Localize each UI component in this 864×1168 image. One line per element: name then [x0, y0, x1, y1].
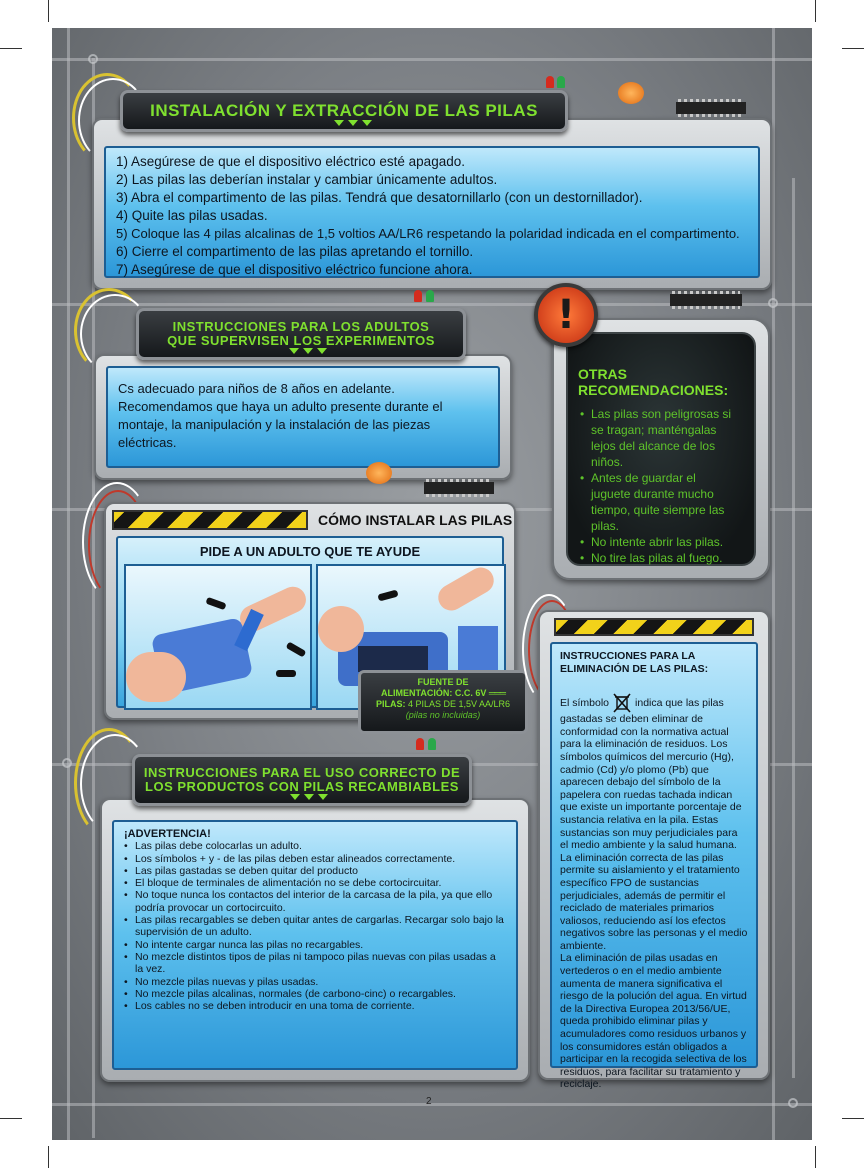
installation-title: INSTALACIÓN Y EXTRACCIÓN DE LAS PILAS — [150, 101, 538, 121]
other-title-line2: RECOMENDACIONES: — [578, 382, 729, 398]
ic-chip — [676, 102, 746, 114]
crop-mark — [815, 1146, 816, 1168]
page-background — [52, 28, 812, 1140]
warning-exclamation-icon: ! — [534, 283, 598, 347]
crop-mark — [815, 0, 816, 22]
installation-step: 2) Las pilas las deberían instalar y cambiar únicamente adultos. — [116, 172, 498, 187]
crop-mark — [0, 1118, 22, 1119]
crop-mark — [842, 48, 864, 49]
power-label — [358, 670, 528, 734]
circuit-pad — [62, 758, 72, 768]
installation-frame — [92, 118, 772, 290]
correct-use-item: • Las pilas gastadas se deben quitar del producto — [124, 865, 506, 877]
correct-use-frame — [100, 798, 530, 1082]
correct-use-item: • Los cables no se deben introducir en una toma de corriente. — [124, 1000, 506, 1012]
page-number: 2 — [426, 1096, 432, 1107]
installation-screen — [104, 146, 760, 278]
install-how-title: CÓMO INSTALAR LAS PILAS — [318, 512, 513, 528]
adults-title-line1: INSTRUCCIONES PARA LOS ADULTOS — [172, 319, 430, 335]
power-line1: FUENTE DE — [417, 677, 469, 687]
circuit-trace — [772, 28, 775, 1140]
other-item: • Las pilas son peligrosas si se tragan; manténgalas lejos del alcance de los niños. — [580, 406, 734, 470]
adults-screen — [106, 366, 500, 468]
crossed-bin-icon — [613, 693, 631, 713]
led-red — [416, 738, 424, 750]
circuit-trace — [52, 58, 812, 61]
circuit-pad — [88, 54, 98, 64]
correct-use-title-plate — [132, 754, 472, 806]
disposal-intro: El símbolo indica que las pilas — [560, 693, 748, 713]
crop-mark — [48, 0, 49, 22]
installation-step: 3) Abra el compartimento de las pilas. Tendrá que desatornillarlo (con un destornillador). — [116, 190, 643, 205]
warning-title: ¡ADVERTENCIA! — [124, 828, 211, 840]
capacitor-orange — [618, 82, 644, 104]
crop-mark — [48, 1146, 49, 1168]
disposal-screen — [550, 642, 758, 1091]
correct-use-item: • Las pilas debe colocarlas un adulto. — [124, 840, 506, 852]
power-line2: ALIMENTACIÓN: C.C. 6V ═══ — [381, 688, 505, 698]
led-green — [428, 738, 436, 750]
other-item: • No tire las pilas al fuego. — [580, 550, 734, 566]
disposal-frame — [538, 610, 770, 1091]
installation-step: 4) Quite las pilas usadas. — [116, 208, 268, 223]
adults-title-line2: QUE SUPERVISEN LOS EXPERIMENTOS — [167, 333, 435, 348]
installation-step: 5) Coloque las 4 pilas alcalinas de 1,5 voltios AA/LR6 respetando la polaridad indicada en el compartimento. — [116, 226, 740, 241]
battery-install-image — [124, 564, 312, 710]
other-item: • No intente abrir las pilas. — [580, 534, 734, 550]
other-item: • Antes de guardar el juguete durante mucho tiempo, quite siempre las pilas. — [580, 470, 734, 534]
correct-use-item: • No toque nunca los contactos del interior de la carcasa de la pila, ya que ello podría provocar un cortocircuito. — [124, 889, 506, 914]
correct-use-item: • No mezcle pilas nuevas y pilas usadas. — [124, 976, 506, 988]
led-green — [557, 76, 565, 88]
other-list — [580, 406, 734, 566]
install-how-subtitle: PIDE A UN ADULTO QUE TE AYUDE — [199, 544, 421, 559]
disposal-title: INSTRUCCIONES PARA LA ELIMINACIÓN DE LAS PILAS: — [560, 650, 709, 675]
installation-step: 7) Asegúrese de que el dispositivo eléctrico funcione ahora. — [116, 262, 473, 277]
circuit-trace — [52, 1103, 812, 1106]
adults-frame — [94, 354, 512, 480]
adults-title-plate — [136, 308, 466, 360]
other-title-line1: OTRAS — [578, 366, 627, 382]
capacitor-orange — [366, 462, 392, 484]
other-screen — [566, 332, 756, 566]
installation-title-plate — [120, 90, 568, 132]
circuit-trace — [792, 178, 795, 1078]
circuit-pad — [768, 298, 778, 308]
power-line3: PILAS: 4 PILAS DE 1,5V AA/LR6 — [375, 699, 511, 709]
led-green — [426, 290, 434, 302]
installation-step: 1) Asegúrese de que el dispositivo eléctrico esté apagado. — [116, 154, 465, 169]
correct-use-item: • Las pilas recargables se deben quitar antes de cargarlas. Recargar solo bajo la supervisión de un adulto. — [124, 914, 506, 939]
correct-use-title-line2: LOS PRODUCTOS CON PILAS RECAMBIABLES — [145, 779, 459, 794]
correct-use-item: • No intente cargar nunca las pilas no recargables. — [124, 939, 506, 951]
correct-use-item: • No mezcle distintos tipos de pilas ni tampoco pilas nuevas con pilas usadas a la vez. — [124, 951, 506, 976]
disposal-paragraph1: gastadas se deben eliminar de conformidad con la normativa actual para la eliminación de residuos. Los símbolos químicos del mercurio (Hg), cadmio (Cd) y/o plomo (Pb) que aparecen debajo del símbolo de la papelera con ruedas tachada indican que existe un importante porcentaje de sustancia relativa en la pila. Estas sustancias son muy perjudiciales para el medio ambiente y la salud humana. La eliminación correcta de las pilas permite su aislamiento y el tratamiento específico FPO de sustancias perjudiciales, además de permitir el reciclado de materiales primarios valiosos, reduciendo así los efectos negativos sobre las personas y el medio ambiente. — [560, 713, 748, 952]
correct-use-title-line1: INSTRUCCIONES PARA EL USO CORRECTO DE — [143, 765, 461, 781]
crop-mark — [0, 48, 22, 49]
other-frame — [552, 318, 770, 580]
hazard-stripe — [554, 618, 754, 636]
disposal-paragraph2: La eliminación de pilas usadas en vertederos o en el medio ambiente aumenta de manera significativa el riesgo de la polución del agua. En virtud de la Directiva Europea 2013/56/UE, queda prohibido eliminar pilas y acumuladores como residuos urbanos y los consumidores están obligados a participar en la recogida selectiva de los residuos, para facilitar su tratamiento y reciclaje. — [560, 952, 747, 1091]
correct-use-list — [124, 840, 506, 1012]
correct-use-item: • No mezcle pilas alcalinas, normales (de carbono-cinc) o recargables. — [124, 988, 506, 1000]
circuit-pad — [788, 1098, 798, 1108]
crop-mark — [842, 1118, 864, 1119]
led-red — [546, 76, 554, 88]
power-line4: (pilas no incluidas) — [405, 710, 481, 720]
correct-use-item: • El bloque de terminales de alimentación no se debe cortocircuitar. — [124, 877, 506, 889]
hazard-stripe — [112, 510, 308, 530]
circuit-trace — [67, 28, 70, 1140]
led-red — [414, 290, 422, 302]
adults-text: Cs adecuado para niños de 8 años en adelante. Recomendamos que haya un adulto presente durante el montaje, la manipulación y la instalación de las piezas eléctricas. — [118, 381, 443, 450]
installation-step: 6) Cierre el compartimento de las pilas apretando el tornillo. — [116, 244, 474, 259]
ic-chip — [424, 482, 494, 494]
correct-use-item: • Los símbolos + y - de las pilas deben estar alineados correctamente. — [124, 853, 506, 865]
correct-use-screen — [112, 820, 518, 1070]
ic-chip — [670, 294, 742, 306]
